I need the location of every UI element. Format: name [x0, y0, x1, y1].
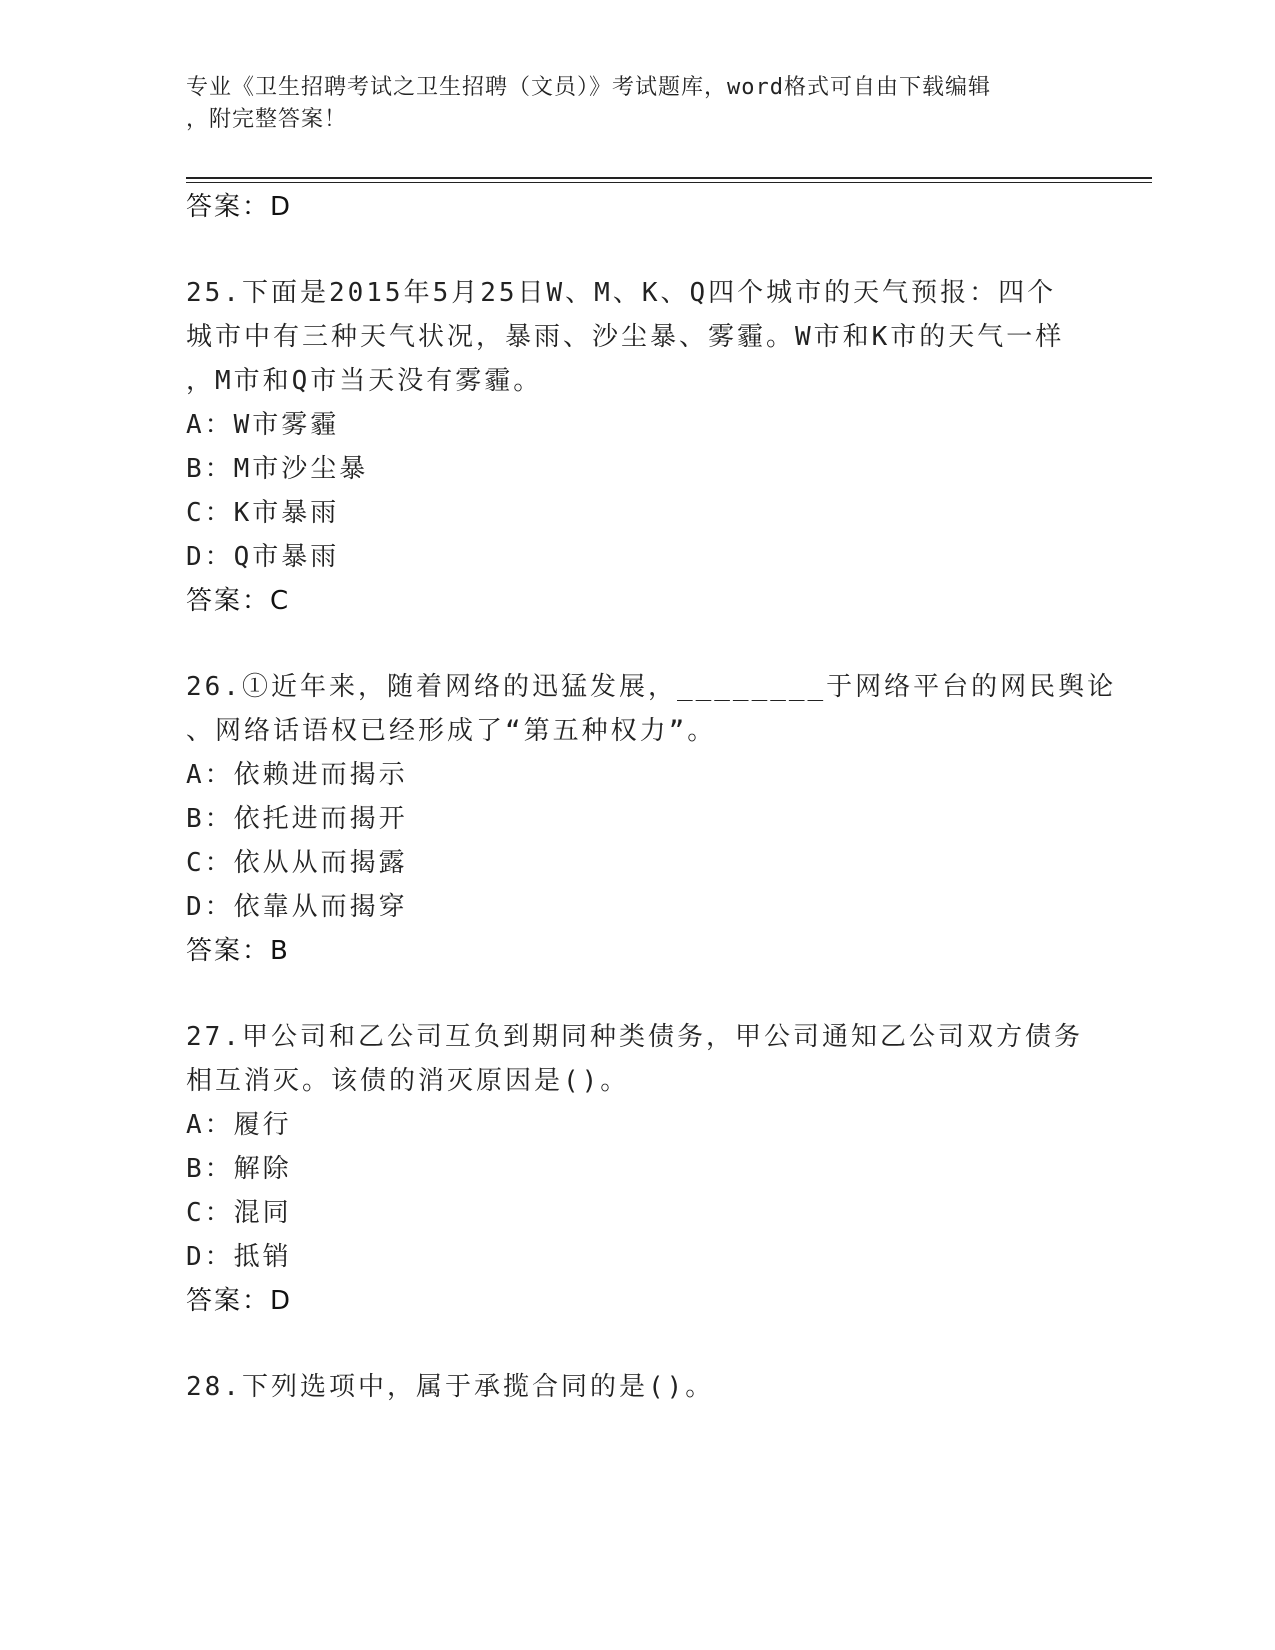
header-line-2: ，附完整答案！ [186, 107, 348, 132]
question-26-line-1: 26.①近年来，随着网络的迅猛发展，________于网络平台的网民舆论 [186, 672, 1117, 702]
question-26-answer: 答案：B [186, 936, 290, 966]
question-26-option-a: A：依赖进而揭示 [186, 760, 408, 790]
question-25-line-3: ，M市和Q市当天没有雾霾。 [186, 366, 543, 396]
header-line-1: 专业《卫生招聘考试之卫生招聘（文员）》考试题库，word格式可自由下载编辑 [186, 75, 991, 100]
question-26-option-d: D：依靠从而揭穿 [186, 892, 408, 922]
question-27-option-d: D：抵销 [186, 1242, 292, 1272]
question-25-line-1: 25.下面是2015年5月25日W、M、K、Q四个城市的天气预报：四个 [186, 278, 1057, 308]
question-26-option-c: C：依从从而揭露 [186, 848, 408, 878]
question-27-option-a: A：履行 [186, 1110, 292, 1140]
question-25-option-d: D：Q市暴雨 [186, 542, 340, 572]
question-25-option-a: A：W市雾霾 [186, 410, 340, 440]
document-header [186, 72, 1086, 136]
question-28-line-1: 28.下列选项中，属于承揽合同的是()。 [186, 1372, 715, 1402]
header-divider-bottom [186, 182, 1152, 183]
question-25-answer: 答案：C [186, 586, 291, 616]
question-27-answer: 答案：D [186, 1286, 293, 1316]
question-25-line-2: 城市中有三种天气状况，暴雨、沙尘暴、雾霾。W市和K市的天气一样 [186, 322, 1065, 352]
previous-answer: 答案：D [186, 192, 293, 222]
question-25-option-c: C：K市暴雨 [186, 498, 340, 528]
question-27-line-1: 27.甲公司和乙公司互负到期同种类债务，甲公司通知乙公司双方债务 [186, 1022, 1083, 1052]
question-27-line-2: 相互消灭。该债的消灭原因是()。 [186, 1066, 630, 1096]
question-26-option-b: B：依托进而揭开 [186, 804, 408, 834]
question-27-option-b: B：解除 [186, 1154, 292, 1184]
header-divider-top [186, 177, 1152, 179]
question-26-line-2: 、网络话语权已经形成了“第五种权力”。 [186, 716, 717, 746]
question-25-option-b: B：M市沙尘暴 [186, 454, 369, 484]
question-27-option-c: C：混同 [186, 1198, 292, 1228]
